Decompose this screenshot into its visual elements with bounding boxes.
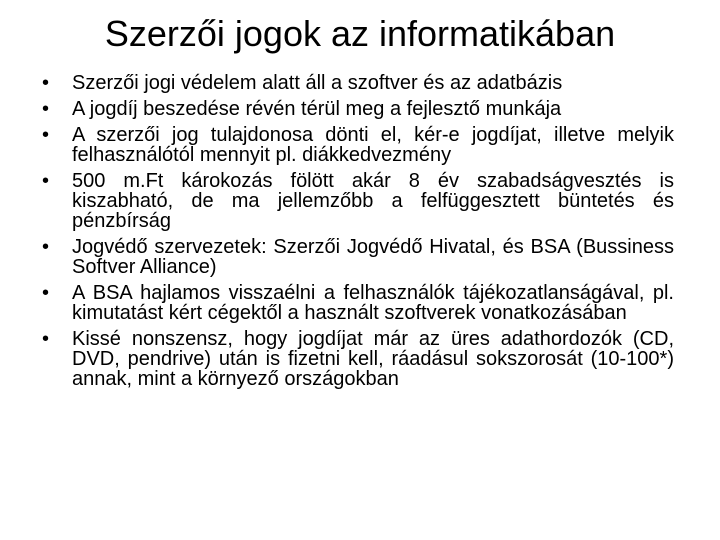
bullet-marker: • — [42, 170, 50, 192]
bullet-text: A jogdíj beszedése révén térül meg a fejlesztő munkája — [72, 98, 562, 120]
bullet-marker: • — [42, 98, 50, 120]
bullet-list — [42, 73, 674, 395]
bullet-text: Kissé nonszensz, hogy jogdíjat már az üres adathordozók (CD, DVD, pendrive) után is fizetni kell, ráadásul sokszorosát (10-100*) annak, mint a környező országokban — [72, 328, 674, 390]
bullet-marker: • — [42, 236, 50, 258]
bullet-item — [42, 73, 674, 93]
bullet-text: 500 m.Ft károkozás fölött akár 8 év szabadságvesztés is kiszabható, de ma jellemzőbb a felfüggesztett büntetés és pénzbírság — [72, 170, 674, 232]
bullet-marker: • — [42, 282, 50, 304]
bullet-item — [42, 171, 674, 231]
bullet-item — [42, 283, 674, 323]
bullet-text: A szerzői jog tulajdonosa dönti el, kér-e jogdíjat, illetve melyik felhasználótól mennyit pl. diákkedvezmény — [72, 124, 674, 166]
bullet-text: Szerzői jogi védelem alatt áll a szoftver és az adatbázis — [72, 72, 563, 94]
slide-title: Szerzői jogok az informatikában — [104, 13, 616, 54]
bullet-marker: • — [42, 328, 50, 350]
bullet-item — [42, 99, 674, 119]
bullet-marker: • — [42, 124, 50, 146]
bullet-text: A BSA hajlamos visszaélni a felhasználók tájékozatlanságával, pl. kimutatást kért cégektől a használt szoftverek vonatkozásában — [72, 282, 674, 324]
bullet-text: Jogvédő szervezetek: Szerzői Jogvédő Hivatal, és BSA (Bussiness Softver Alliance) — [72, 236, 674, 278]
bullet-item — [42, 237, 674, 277]
bullet-marker: • — [42, 72, 50, 94]
bullet-item — [42, 329, 674, 389]
bullet-item — [42, 125, 674, 165]
